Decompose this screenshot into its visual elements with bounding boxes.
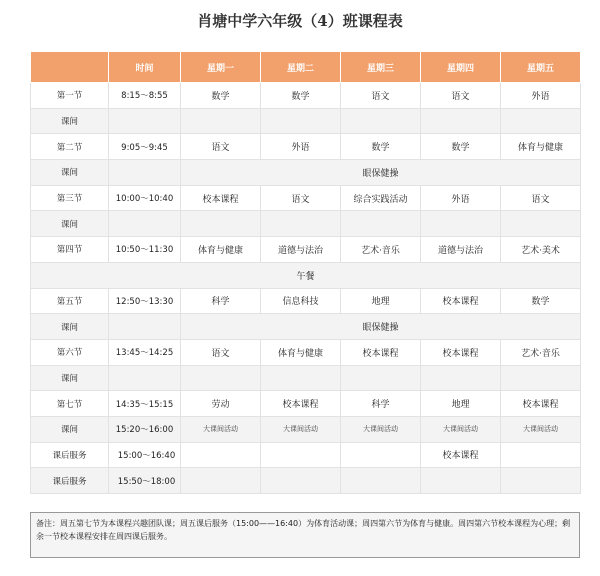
subject-cell: 大课间活动 [341,416,421,442]
table-row [31,416,581,442]
header-row [31,52,581,83]
time-cell: 10:00～10:40 [109,185,181,211]
period-label: 第一节 [31,83,109,109]
time-cell [109,108,181,134]
subject-cell: 体育与健康 [501,134,581,160]
time-cell: 13:45～14:25 [109,339,181,365]
subject-cell [421,468,501,494]
subject-cell: 数学 [501,288,581,314]
subject-cell: 大课间活动 [421,416,501,442]
remarks-box: 备注：周五第七节为本课程兴趣团队课；周五课后服务（15:00——16:40）为体育活动课；周四第六节为体育与健康。周四第六节校本课程为心理；剩余一节校本课程安排在周四课后服务。 [30,512,580,558]
period-label: 第七节 [31,391,109,417]
table-row [31,339,581,365]
table-row [31,185,581,211]
subject-cell: 体育与健康 [261,339,341,365]
subject-cell: 语文 [501,185,581,211]
period-label: 课后服务 [31,442,109,468]
subject-cell [421,211,501,237]
time-cell: 12:50～13:30 [109,288,181,314]
subject-cell: 校本课程 [181,185,261,211]
table-row [31,442,581,468]
subject-cell: 信息科技 [261,288,341,314]
subject-cell: 语文 [341,83,421,109]
subject-cell: 科学 [181,288,261,314]
subject-cell: 语文 [421,83,501,109]
table-row [31,288,581,314]
subject-cell [421,365,501,391]
period-label: 课间 [31,160,109,186]
subject-cell: 校本课程 [421,339,501,365]
time-cell [109,160,181,186]
header-monday: 星期一 [181,52,261,83]
subject-cell: 校本课程 [501,391,581,417]
subject-cell [181,365,261,391]
table-row [31,134,581,160]
subject-cell [421,108,501,134]
subject-cell: 外语 [501,83,581,109]
subject-cell: 外语 [261,134,341,160]
period-label: 课间 [31,211,109,237]
table-row [31,365,581,391]
subject-cell: 大课间活动 [501,416,581,442]
subject-cell [501,468,581,494]
subject-cell [341,108,421,134]
span-cell: 眼保健操 [181,314,581,340]
time-cell: 15:00～16:40 [109,442,181,468]
subject-cell: 校本课程 [261,391,341,417]
subject-cell: 校本课程 [341,339,421,365]
subject-cell: 校本课程 [421,288,501,314]
subject-cell [261,211,341,237]
subject-cell: 综合实践活动 [341,185,421,211]
period-label: 课间 [31,314,109,340]
subject-cell: 大课间活动 [181,416,261,442]
period-label: 第三节 [31,185,109,211]
subject-cell: 艺术·音乐 [341,237,421,263]
subject-cell: 劳动 [181,391,261,417]
header-tuesday: 星期二 [261,52,341,83]
subject-cell: 外语 [421,185,501,211]
page-title: 肖塘中学六年级（4）班课程表 [197,12,403,30]
time-cell: 15:50～18:00 [109,468,181,494]
subject-cell: 校本课程 [421,442,501,468]
time-cell [109,314,181,340]
subject-cell: 道德与法治 [261,237,341,263]
subject-cell [501,211,581,237]
subject-cell [181,468,261,494]
table-row [31,160,581,186]
time-cell: 14:35～15:15 [109,391,181,417]
subject-cell: 地理 [341,288,421,314]
subject-cell: 语文 [261,185,341,211]
time-cell: 8:15～8:55 [109,83,181,109]
time-cell: 15:20～16:00 [109,416,181,442]
subject-cell: 语文 [181,339,261,365]
time-cell: 10:50～11:30 [109,237,181,263]
subject-cell [181,108,261,134]
subject-cell [181,442,261,468]
subject-cell: 数学 [341,134,421,160]
header-thursday: 星期四 [421,52,501,83]
period-label: 课间 [31,416,109,442]
subject-cell: 数学 [421,134,501,160]
subject-cell: 数学 [261,83,341,109]
time-cell [109,211,181,237]
subject-cell [261,468,341,494]
subject-cell: 道德与法治 [421,237,501,263]
subject-cell [261,442,341,468]
period-label: 课间 [31,365,109,391]
period-label: 第四节 [31,237,109,263]
period-label: 课后服务 [31,468,109,494]
subject-cell: 艺术·音乐 [501,339,581,365]
table-row [31,391,581,417]
subject-cell: 科学 [341,391,421,417]
time-cell: 9:05～9:45 [109,134,181,160]
subject-cell [501,108,581,134]
subject-cell: 艺术·美术 [501,237,581,263]
subject-cell [261,365,341,391]
span-cell: 眼保健操 [181,160,581,186]
subject-cell [341,468,421,494]
table-row [31,211,581,237]
table-row [31,237,581,263]
subject-cell: 语文 [181,134,261,160]
subject-cell [181,211,261,237]
subject-cell [261,108,341,134]
subject-cell: 大课间活动 [261,416,341,442]
header-time: 时间 [109,52,181,83]
table-row [31,468,581,494]
table-row [31,314,581,340]
period-label: 课间 [31,108,109,134]
period-label: 第二节 [31,134,109,160]
period-label: 第六节 [31,339,109,365]
subject-cell [501,365,581,391]
lunch-row-cell: 午餐 [31,262,581,288]
subject-cell [341,365,421,391]
table-row [31,262,581,288]
table-row [31,83,581,109]
header-friday: 星期五 [501,52,581,83]
schedule-table [30,51,581,494]
table-row [31,108,581,134]
time-cell [109,365,181,391]
period-label: 第五节 [31,288,109,314]
subject-cell [501,442,581,468]
subject-cell [341,442,421,468]
subject-cell: 数学 [181,83,261,109]
subject-cell [341,211,421,237]
header-corner [31,52,109,83]
subject-cell: 地理 [421,391,501,417]
header-wednesday: 星期三 [341,52,421,83]
subject-cell: 体育与健康 [181,237,261,263]
